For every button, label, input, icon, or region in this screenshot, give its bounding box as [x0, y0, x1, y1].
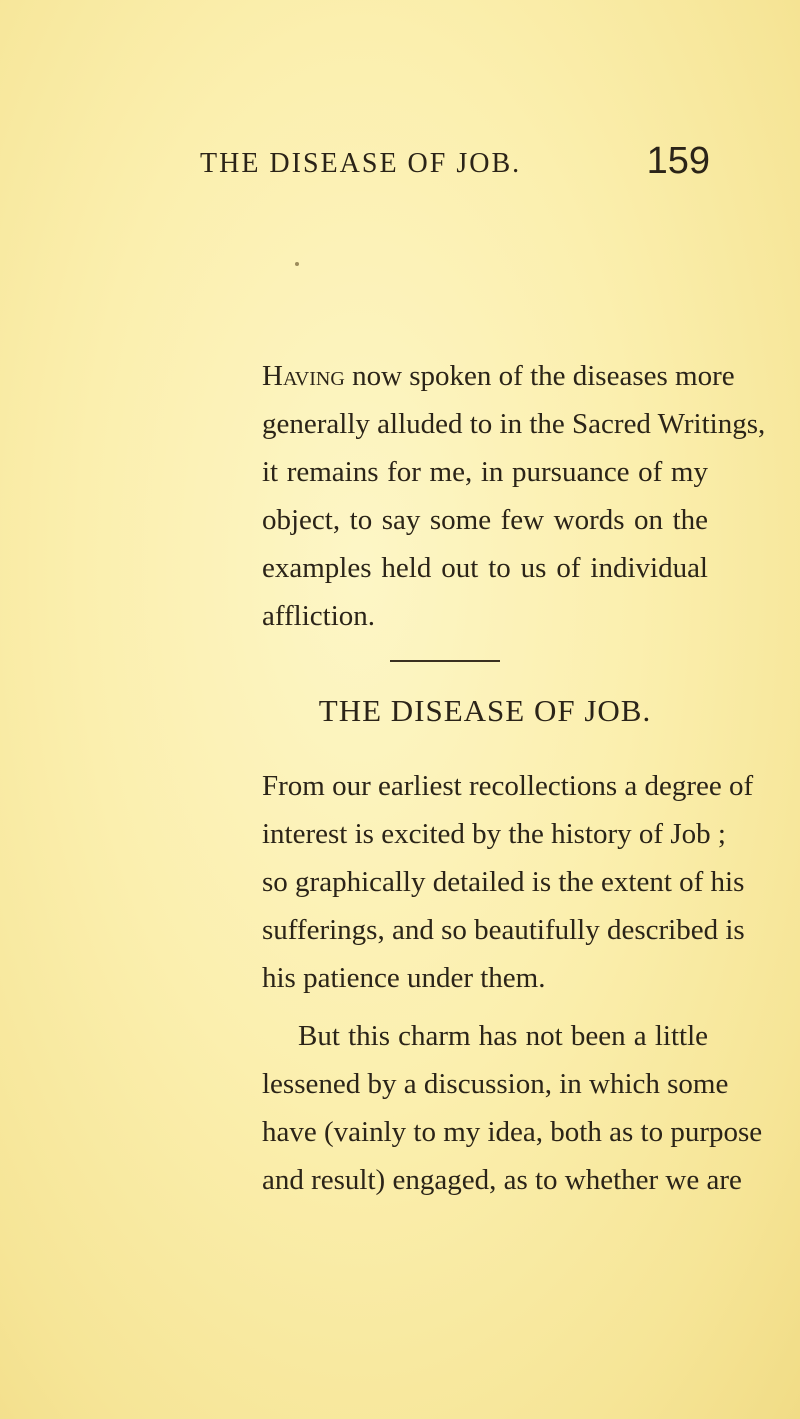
text-line: have (vainly to my idea, both as to purpose: [262, 1116, 763, 1148]
text-line: From our earliest recollections a degree of: [262, 770, 754, 802]
text-line: and result) engaged, as to whether we are: [262, 1164, 742, 1196]
text-line: Having now spoken of the diseases more: [262, 360, 735, 392]
text-line: examples held out to us of individual: [262, 552, 708, 584]
text-line: interest is excited by the history of Job ;: [262, 818, 726, 850]
text-line: lessened by a discussion, in which some: [262, 1068, 729, 1100]
ink-speck: [295, 262, 299, 266]
running-title: THE DISEASE OF JOB.: [200, 148, 522, 179]
text-line: affliction.: [262, 600, 376, 632]
text-line: it remains for me, in pursuance of my: [262, 456, 708, 488]
section-heading: THE DISEASE OF JOB.: [318, 693, 652, 728]
section-divider: [390, 660, 500, 662]
paragraph-intro: [262, 352, 766, 640]
lead-word: Having: [262, 360, 345, 392]
page-number: 159: [646, 140, 710, 182]
paragraph-charm: [262, 1012, 763, 1204]
text-line: his patience under them.: [262, 962, 546, 994]
text-line: so graphically detailed is the extent of his: [262, 866, 745, 898]
text-line: sufferings, and so beautifully described is: [262, 914, 745, 946]
running-head: [200, 140, 710, 190]
text-line: object, to say some few words on the: [262, 504, 708, 536]
text-line: generally alluded to in the Sacred Writings,: [262, 408, 766, 440]
paragraph-recollections: [262, 762, 754, 1002]
text-line: But this charm has not been a little: [298, 1020, 708, 1052]
